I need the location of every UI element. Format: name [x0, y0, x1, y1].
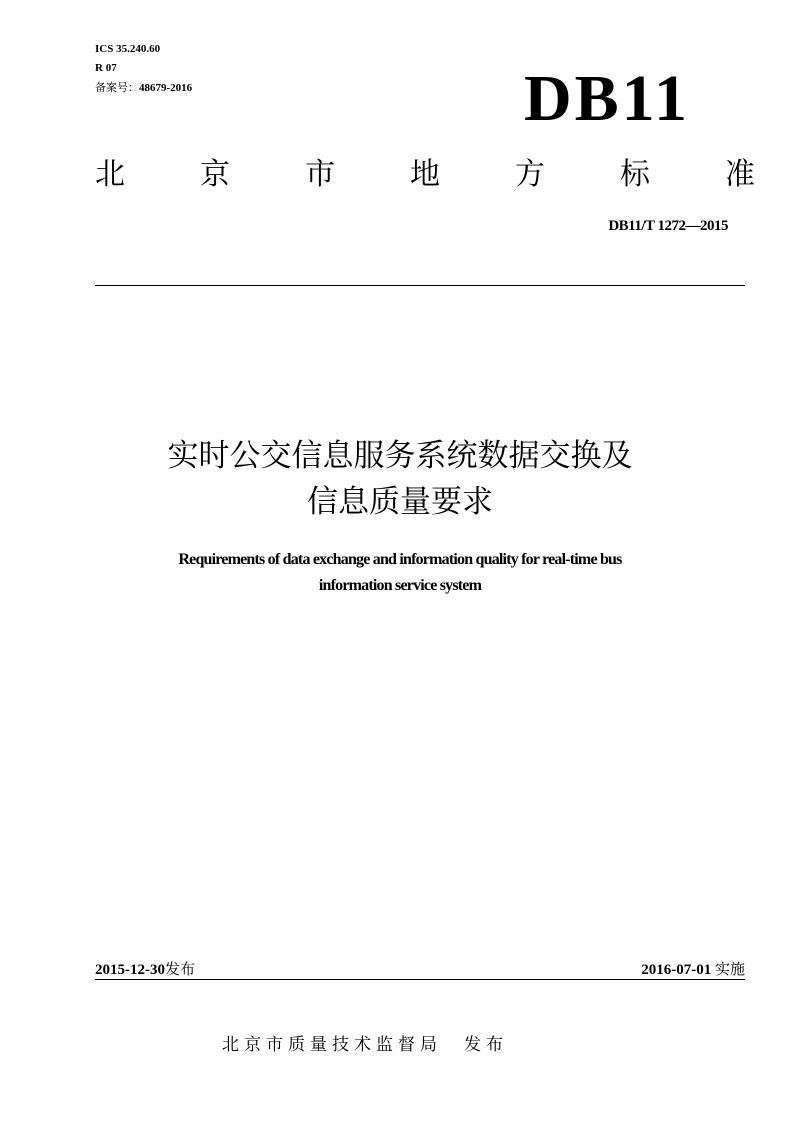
publisher-name: 北京市质量技术监督局: [222, 1035, 442, 1055]
bottom-divider: [95, 979, 745, 980]
ics-code: ICS 35.240.60: [95, 43, 161, 55]
issue-date: [95, 958, 195, 979]
title-char: 标: [620, 157, 650, 192]
chinese-title-line-2: 信息质量要求: [307, 484, 493, 520]
document-metadata: [95, 40, 192, 98]
title-char: 准: [725, 157, 755, 192]
title-char: 北: [95, 157, 125, 192]
title-char: 市: [305, 157, 335, 192]
title-char: 地: [410, 157, 440, 192]
implementation-date-value: 2016-07-01: [641, 962, 712, 978]
title-char: 京: [200, 157, 230, 192]
chinese-title-line-1: 实时公交信息服务系统数据交换及: [167, 438, 633, 474]
top-divider: [95, 285, 745, 286]
record-label: 备案号：: [95, 81, 139, 94]
chinese-title: [0, 433, 800, 525]
issue-date-label: 发布: [165, 960, 196, 978]
standard-number: DB11/T 1272—2015: [608, 218, 728, 234]
record-number: [95, 78, 192, 98]
record-value: 48679-2016: [139, 82, 193, 94]
issue-date-value: 2015-12-30: [95, 962, 165, 978]
implementation-date: [641, 958, 745, 979]
english-title-line-2: information service system: [318, 577, 482, 594]
publisher: [222, 1030, 508, 1055]
english-title-line-1: Requirements of data exchange and information quality for real-time bus: [178, 551, 622, 568]
implementation-date-label: 实施: [714, 960, 745, 978]
standard-type-title: [95, 155, 755, 195]
db-logo: DB11: [524, 62, 691, 135]
publisher-action: 发布: [464, 1035, 508, 1055]
english-title: [60, 547, 740, 599]
title-char: 方: [515, 157, 545, 192]
classification-code: R 07: [95, 62, 117, 74]
